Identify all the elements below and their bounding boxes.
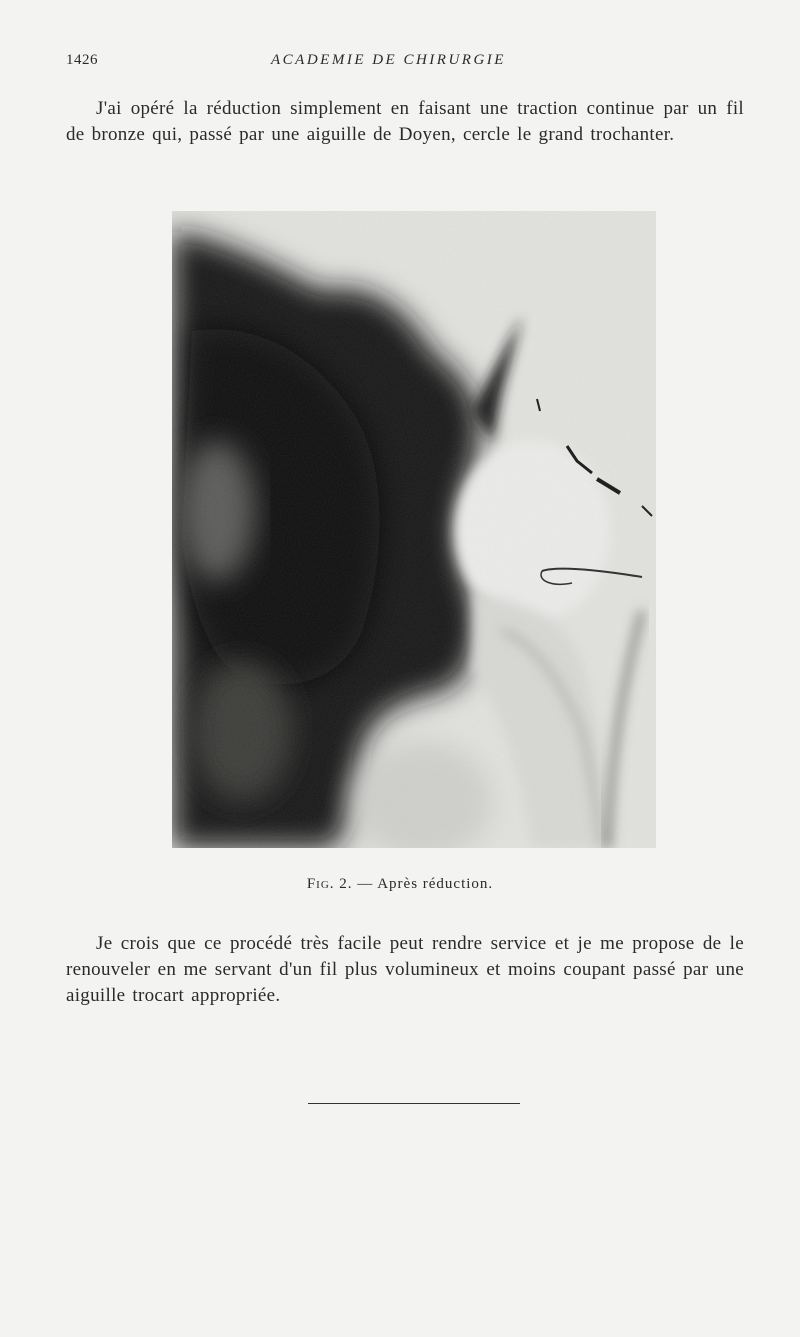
paragraph-conclusion: Je crois que ce procédé très facile peut rendre service et je me propose de le renouveler en me servant d'un fil plus volumineux et moins coupant passé par une aiguille trocart appropriée. (66, 933, 744, 1006)
running-head: ACADEMIE DE CHIRURGIE (271, 52, 506, 68)
xray-image (172, 211, 656, 848)
xray-figure (172, 211, 656, 848)
paragraph-intro: J'ai opéré la réduction simplement en faisant une traction continue par un fil de bronze qui, passé par une aiguille de Doyen, cercle le grand trochanter. (66, 98, 744, 145)
page-number: 1426 (66, 52, 98, 68)
figure-label: Fig. 2. (306, 876, 353, 892)
end-rule (308, 1103, 520, 1104)
figure-caption (0, 876, 800, 893)
caption-text: Après réduction. (377, 876, 494, 892)
caption-separator: — (352, 876, 378, 892)
page-header (66, 52, 686, 76)
